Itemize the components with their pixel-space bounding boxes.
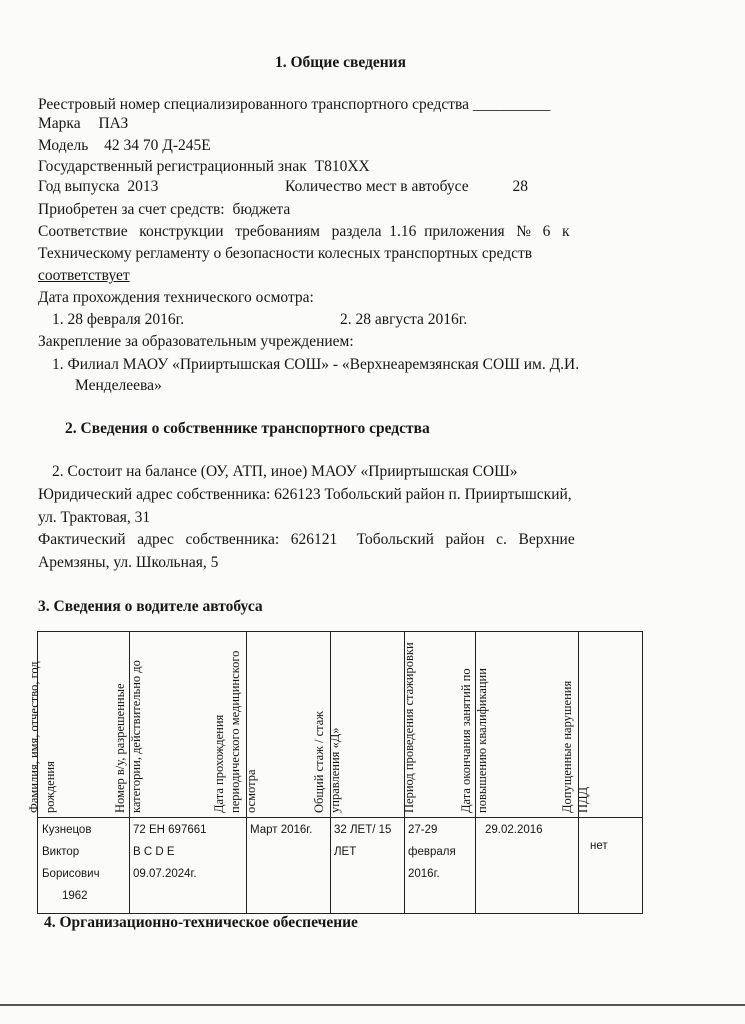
compliance-value: соответствует [38,267,130,284]
model-value: 42 34 70 Д-245Е [104,137,211,154]
inspection-label: Дата прохождения технического осмотра: [38,289,314,306]
section1-title: 1. Общие сведения [275,54,406,71]
reg-sign-line [38,157,370,176]
header-training: Дата окончания занятий по повышению квалификации [459,668,489,813]
registry-line [38,95,550,114]
funds-label: Приобретен за счет средств: [38,201,225,218]
registry-label: Реестровый номер специализированного транспортного средства [38,96,470,113]
actual-address-line2: Аремзяны, ул. Школьная, 5 [38,554,219,571]
actual-address-line1: Фактический адрес собственника: 626121 Тобольский район с. Верхние [38,531,575,548]
section4-title: 4. Организационно-техническое обеспечение [44,914,358,931]
header-fio: Фамилия, имя, отчество, год рождения [27,661,57,813]
header-license: Номер в/у, разрешенные категории, действительно до [113,660,143,813]
page-bottom-edge [0,1004,745,1006]
header-medical: Дата прохождения периодического медицинского осмотра [212,650,258,813]
header-violations: Допущенные нарушения ПДД [560,680,590,813]
year-label: Год выпуска [38,178,120,195]
cell-training: 29.02.2016 [485,824,543,836]
funds-line [38,200,290,219]
assignment-label: Закрепление за образовательным учреждением: [38,333,354,350]
header-experience: Общий стаж / стаж управления «Д» [312,711,342,813]
cell-name: Кузнецов Виктор Борисович 1962 [42,824,100,902]
compliance-line2: Техническому регламенту о безопасности колесных транспортных средств [38,245,533,262]
legal-address-line1: Юридический адрес собственника: 626123 Тобольский район п. Прииртышский, [38,486,572,503]
brand-value: ПАЗ [98,115,129,132]
reg-sign-label: Государственный регистрационный знак [38,158,307,175]
section2-title: 2. Сведения о собственнике транспортного средства [65,420,430,437]
seats-label: Количество мест в автобусе [285,178,469,195]
assignment-line1: 1. Филиал МАОУ «Прииртышская СОШ» - «Верхнеаремзянская СОШ им. Д.И. [52,356,580,373]
seats-value: 28 [512,178,528,195]
model-line [38,136,211,155]
model-label: Модель [38,137,89,154]
brand-line [38,114,128,133]
seats-line [285,177,528,196]
compliance-line1: Соответствие конструкции требованиям раздела 1.16 приложения № 6 к [38,223,570,240]
header-internship: Период проведения стажировки [402,642,416,813]
assignment-line2: Менделеева» [75,377,162,394]
cell-medical: Март 2016г. [250,824,313,836]
cell-violations: нет [590,840,608,852]
reg-sign-value: Т810ХХ [314,158,370,175]
year-value: 2013 [127,178,159,195]
balance-line: 2. Состоит на балансе (ОУ, АТП, иное) МАОУ «Прииртышская СОШ» [52,463,518,480]
registry-blank: __________ [472,96,551,113]
cell-internship: 27-29 февраля 2016г. [408,824,456,880]
inspection-1: 1. 28 февраля 2016г. [52,311,185,328]
driver-table [27,631,643,914]
funds-value: бюджета [232,201,291,218]
legal-address-line2: ул. Трактовая, 31 [38,509,151,526]
inspection-2: 2. 28 августа 2016г. [340,311,468,328]
year-line [38,177,158,196]
section3-title: 3. Сведения о водителе автобуса [38,598,263,615]
cell-experience: 32 ЛЕТ/ 15 ЛЕТ [334,824,392,858]
cell-license: 72 ЕН 697661 В С D Е 09.07.2024г. [133,824,207,880]
brand-label: Марка [38,115,81,132]
